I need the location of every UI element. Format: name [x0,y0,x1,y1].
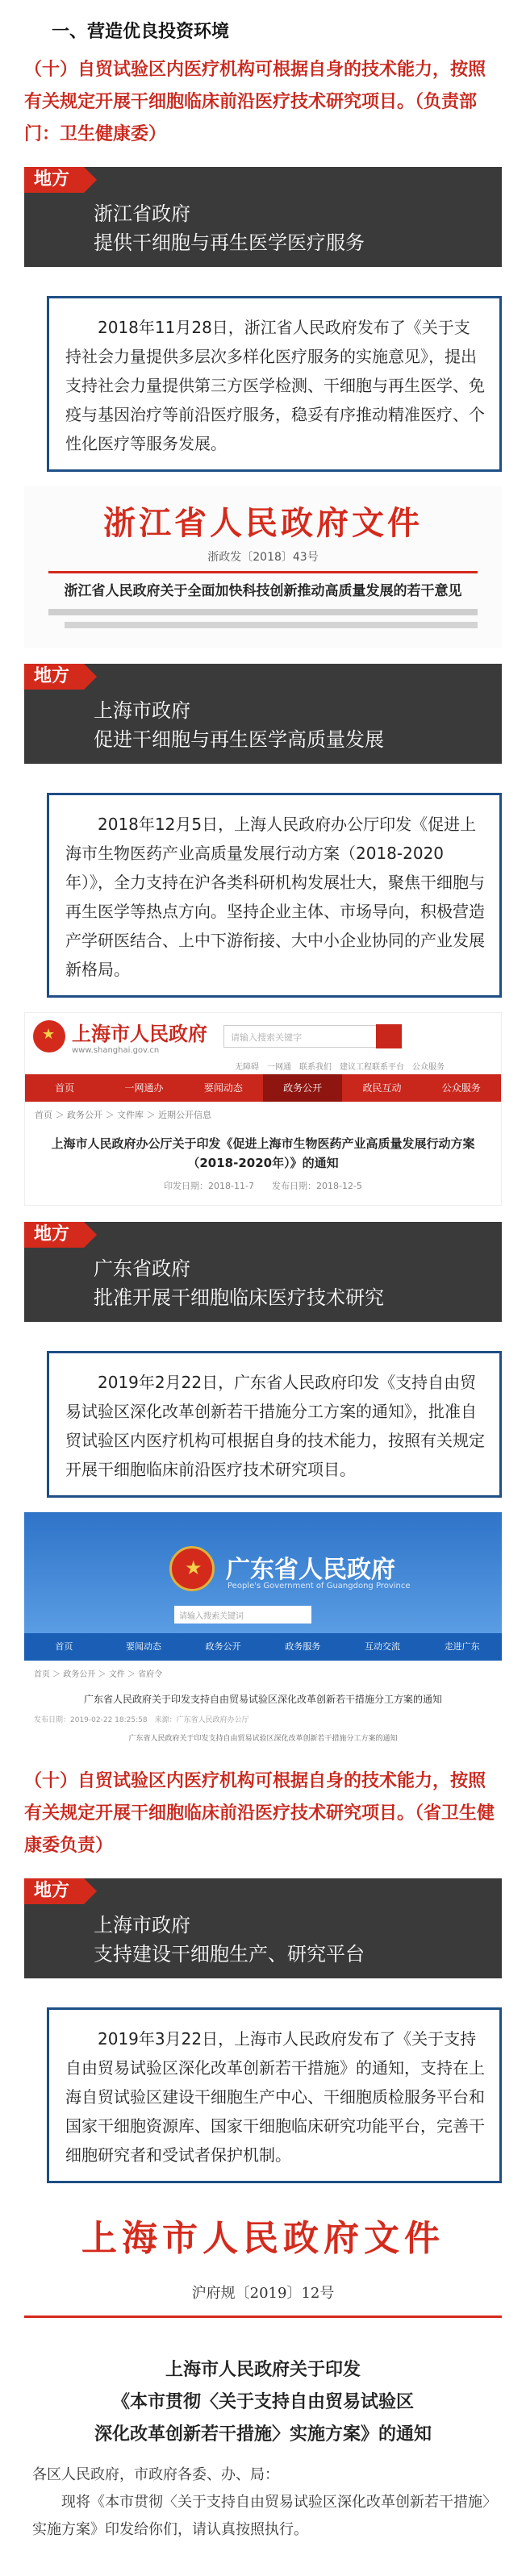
doc-title-line: 《本市贯彻〈关于支持自由贸易试验区 [111,2391,414,2412]
region-tag: 地方 [24,664,84,690]
shanghai-doc-head: 上海市人民政府文件 [81,2218,445,2259]
guangdong-site-en-name: People's Government of Guangdong Province [228,1582,411,1590]
nav-item-one-network[interactable]: 一网通办 [124,1082,164,1094]
guangdong-article-title: 广东省人民政府关于印发支持自由贸易试验区深化改革创新若干措施分工方案的通知 [83,1694,442,1705]
region-name: 浙江省政府 [94,202,190,225]
shanghai-sub-links[interactable]: 无障碍 一网通 联系我们 建议工程联系平台 公众服务 [235,1063,445,1072]
region-topic: 促进干细胞与再生医学高质量发展 [94,728,384,751]
region-topic: 支持建设干细胞生产、研究平台 [94,1943,365,1965]
region-card-shanghai-2 [24,1878,502,1978]
shanghai-search-placeholder: 请输入搜索关键字 [231,1032,302,1043]
nav-item-interaction[interactable]: 互动交流 [365,1641,401,1652]
shanghai-website-image [24,1012,502,1206]
notice-box-guangdong: 2019年2月22日，广东省人民政府印发《支持自由贸易试验区深化改革创新若干措施分工方案的通知》，批准自贸试验区内医疗机构可根据自身的技术能力，按照有关规定开展干细胞临床前沿医疗技术研究项目。 [47,1351,502,1498]
guangdong-banner [24,1512,502,1633]
blurred-text-line [48,609,478,615]
doc-salutation: 各区人民政府，市政府各委、办、局： [32,2466,279,2483]
zhejiang-doc-title: 浙江省人民政府关于全面加快科技创新推动高质量发展的若干意见 [64,583,462,599]
section-heading: 一、营造优良投资环境 [52,22,230,42]
shanghai-site-name: 上海市人民政府 [72,1022,207,1045]
doc-body-text: 现将《本市贯彻〈关于支持自由贸易试验区深化改革创新若干措施〉实施方案》印发给你们，请认真按照执行。 [32,2494,490,2538]
nav-item-gov-affairs[interactable]: 政务公开 [205,1641,241,1652]
notice-box-shanghai-1: 2018年12月5日，上海人民政府办公厅印发《促进上海市生物医药产业高质量发展行动方案（2018-2020年）》，全力支持在沪各类科研机构发展壮大，聚焦干细胞与再生医学等热点方向。坚持企业主体、市场导向，积极营造产学研医结合、上中下游衔接、大中小企业协同的产业发展新格局。 [47,793,502,998]
region-topic: 批准开展干细胞临床医疗技术研究 [94,1286,384,1309]
region-card-zhejiang [24,167,502,267]
region-name: 上海市政府 [94,1914,190,1936]
guangdong-site-name: 广东省人民政府 [226,1556,395,1584]
region-topic: 提供干细胞与再生医学医疗服务 [94,231,365,254]
shanghai-site-brand [72,1018,207,1055]
blurred-text-line [65,622,478,628]
region-tag: 地方 [24,167,84,193]
notice-box-zhejiang: 2018年11月28日，浙江省人民政府发布了《关于支持社会力量提供多层次多样化医疗服务的实施意见》，提出支持社会力量提供第三方医学检测、干细胞与再生医学、免疫与基因治疗等前沿医疗服务，稳妥有序推动精准医疗、个性化医疗等服务发展。 [47,296,502,472]
guangdong-nav [24,1633,502,1661]
nav-item-services[interactable]: 政务服务 [285,1641,321,1652]
shanghai-nav [25,1074,501,1102]
region-name: 广东省政府 [94,1257,190,1280]
nav-item-news[interactable]: 要闻动态 [126,1641,161,1652]
nav-item-home[interactable]: 首页 [55,1082,75,1094]
nav-item-interaction[interactable]: 政民互动 [362,1082,402,1094]
shanghai-site-url: www.shanghai.gov.cn [72,1046,160,1055]
doc-red-line [24,2315,502,2318]
nav-item-home[interactable]: 首页 [55,1641,73,1652]
shanghai-doc-title [24,2353,502,2450]
measure-10-top: （十）自贸试验区内医疗机构可根据自身的技术能力，按照有关规定开展干细胞临床前沿医疗技术研究项目。（负责部门：卫生健康委） [24,60,486,144]
shanghai-article-title: 上海市人民政府办公厅关于印发《促进上海市生物医药产业高质量发展行动方案（2018-2020年）》的通知 [51,1136,475,1170]
doc-title-line: 深化改革创新若干措施〉实施方案》的通知 [94,2424,432,2445]
nav-item-about[interactable]: 走进广东 [444,1641,480,1652]
shanghai-document-image [24,2198,502,2552]
region-card-shanghai-1 [24,664,502,764]
nav-item-public-service[interactable]: 公众服务 [441,1082,481,1094]
shanghai-article-date: 印发日期：2018-11-7 发布日期：2018-12-5 [164,1181,362,1191]
doc-red-line [48,571,478,573]
notice-box-shanghai-2: 2019年3月22日，上海市人民政府发布了《关于支持自由贸易试验区深化改革创新若干措施》的通知，支持在上海自贸试验区建设干细胞生产中心、干细胞质检服务平台和国家干细胞资源库、国家干细胞临床研究功能平台，完善干细胞研究者和受试者保护机制。 [47,2007,502,2183]
region-card-guangdong [24,1222,502,1322]
zhejiang-doc-head: 浙江省人民政府文件 [103,504,423,542]
national-emblem-icon [33,1020,65,1052]
guangdong-article-meta: 发布日期：2019-02-22 18:25:58 来源：广东省人民政府办公厅 [34,1716,249,1724]
region-tag: 地方 [24,1222,84,1248]
zhejiang-document-image [24,486,502,648]
shanghai-breadcrumb[interactable]: 首页 ＞ 政务公开 ＞ 文件库 ＞ 近期公开信息 [35,1110,211,1120]
guangdong-article-source: 广东省人民政府关于印发支持自由贸易试验区深化改革创新若干措施分工方案的通知 [128,1735,398,1743]
region-tag: 地方 [24,1878,84,1904]
search-button[interactable] [376,1024,402,1048]
national-emblem-icon [169,1546,215,1591]
nav-item-gov-affairs[interactable]: 政务公开 [263,1074,342,1102]
shanghai-site-header [25,1013,501,1060]
shanghai-doc-number: 沪府规〔2019〕12号 [191,2285,335,2302]
region-name: 上海市政府 [94,699,190,722]
guangdong-search-input[interactable]: 请输入搜索关键词 [174,1606,311,1624]
nav-item-news[interactable]: 要闻动态 [203,1082,243,1094]
zhejiang-doc-number: 浙政发〔2018〕43号 [207,551,319,564]
measure-10-bottom: （十）自贸试验区内医疗机构可根据自身的技术能力，按照有关规定开展干细胞临床前沿医疗技术研究项目。（省卫生健康委负责） [24,1771,495,1856]
guangdong-website-image [24,1512,502,1754]
doc-title-line: 上海市人民政府关于印发 [165,2359,361,2380]
guangdong-breadcrumb[interactable]: 首页 ＞ 政务公开 ＞ 文件 ＞ 省府令 [34,1670,163,1679]
shanghai-search-input[interactable] [223,1025,401,1048]
shanghai-doc-body [24,2450,502,2544]
